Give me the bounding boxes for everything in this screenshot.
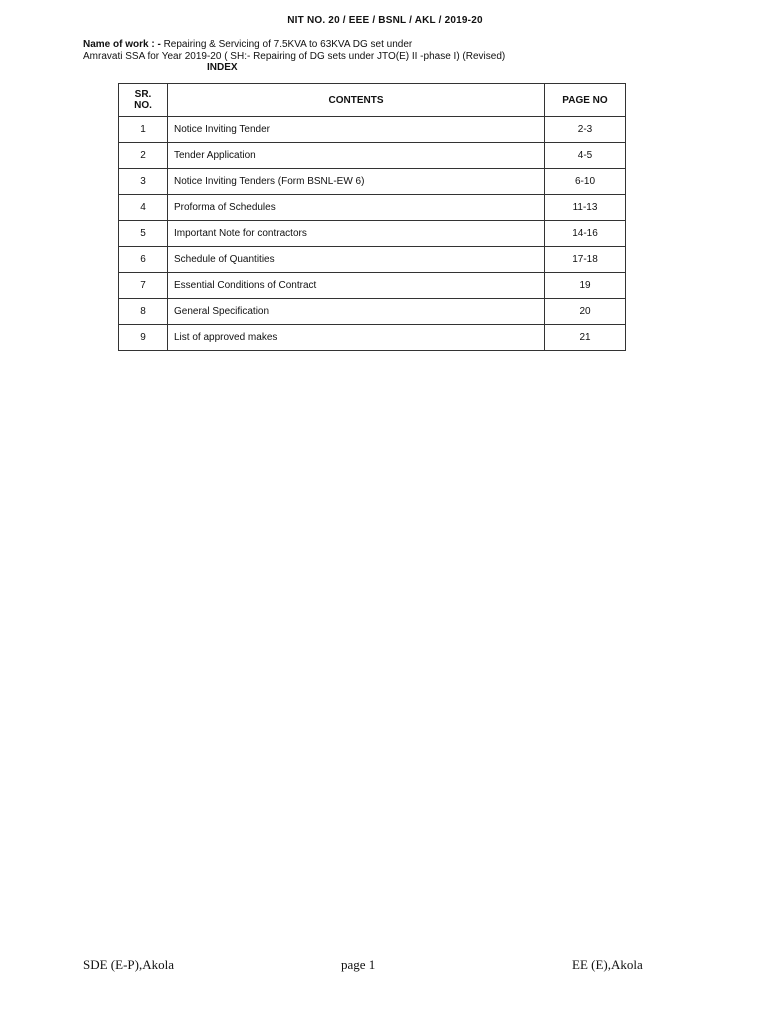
row-content: Important Note for contractors: [168, 221, 545, 247]
row-sr-no: 7: [119, 273, 168, 299]
name-of-work-label: Name of work : -: [83, 39, 161, 50]
row-page-no: 6-10: [545, 169, 626, 195]
row-page-no: 17-18: [545, 247, 626, 273]
table-row: [119, 325, 626, 351]
row-content: General Specification: [168, 299, 545, 325]
column-header-contents: CONTENTS: [168, 84, 545, 117]
row-page-no: 20: [545, 299, 626, 325]
row-content: Essential Conditions of Contract: [168, 273, 545, 299]
row-page-no: 19: [545, 273, 626, 299]
table-row: [119, 117, 626, 143]
name-of-work-line2: Amravati SSA for Year 2019-20 ( SH:- Repairing of DG sets under JTO(E) II -phase I) (Revised): [83, 50, 506, 62]
footer-left: SDE (E-P),Akola: [83, 957, 174, 972]
row-sr-no: 2: [119, 143, 168, 169]
row-sr-no: 5: [119, 221, 168, 247]
column-header-sr-no: SR. NO.: [119, 84, 168, 117]
table-row: [119, 169, 626, 195]
nit-number: NIT NO. 20 / EEE / BSNL / AKL / 2019-20: [287, 15, 483, 26]
table-header-row: [119, 84, 626, 117]
column-header-page-no: PAGE NO: [545, 84, 626, 117]
row-content: Proforma of Schedules: [168, 195, 545, 221]
table-row: [119, 273, 626, 299]
table-row: [119, 143, 626, 169]
table-row: [119, 247, 626, 273]
index-title: INDEX: [207, 62, 238, 73]
row-page-no: 11-13: [545, 195, 626, 221]
row-content: List of approved makes: [168, 325, 545, 351]
row-sr-no: 6: [119, 247, 168, 273]
table-row: [119, 221, 626, 247]
row-sr-no: 9: [119, 325, 168, 351]
row-page-no: 21: [545, 325, 626, 351]
footer-right: EE (E),Akola: [572, 957, 643, 972]
row-sr-no: 8: [119, 299, 168, 325]
table-row: [119, 299, 626, 325]
row-page-no: 14-16: [545, 221, 626, 247]
name-of-work: [83, 39, 703, 62]
footer-page-number: page 1: [341, 957, 376, 972]
row-sr-no: 3: [119, 169, 168, 195]
row-content: Schedule of Quantities: [168, 247, 545, 273]
row-page-no: 4-5: [545, 143, 626, 169]
row-content: Notice Inviting Tender: [168, 117, 545, 143]
name-of-work-line1: Repairing & Servicing of 7.5KVA to 63KVA DG set under: [160, 39, 413, 50]
row-page-no: 2-3: [545, 117, 626, 143]
row-sr-no: 1: [119, 117, 168, 143]
row-content: Notice Inviting Tenders (Form BSNL-EW 6): [168, 169, 545, 195]
index-table: [118, 83, 626, 351]
row-sr-no: 4: [119, 195, 168, 221]
row-content: Tender Application: [168, 143, 545, 169]
table-row: [119, 195, 626, 221]
